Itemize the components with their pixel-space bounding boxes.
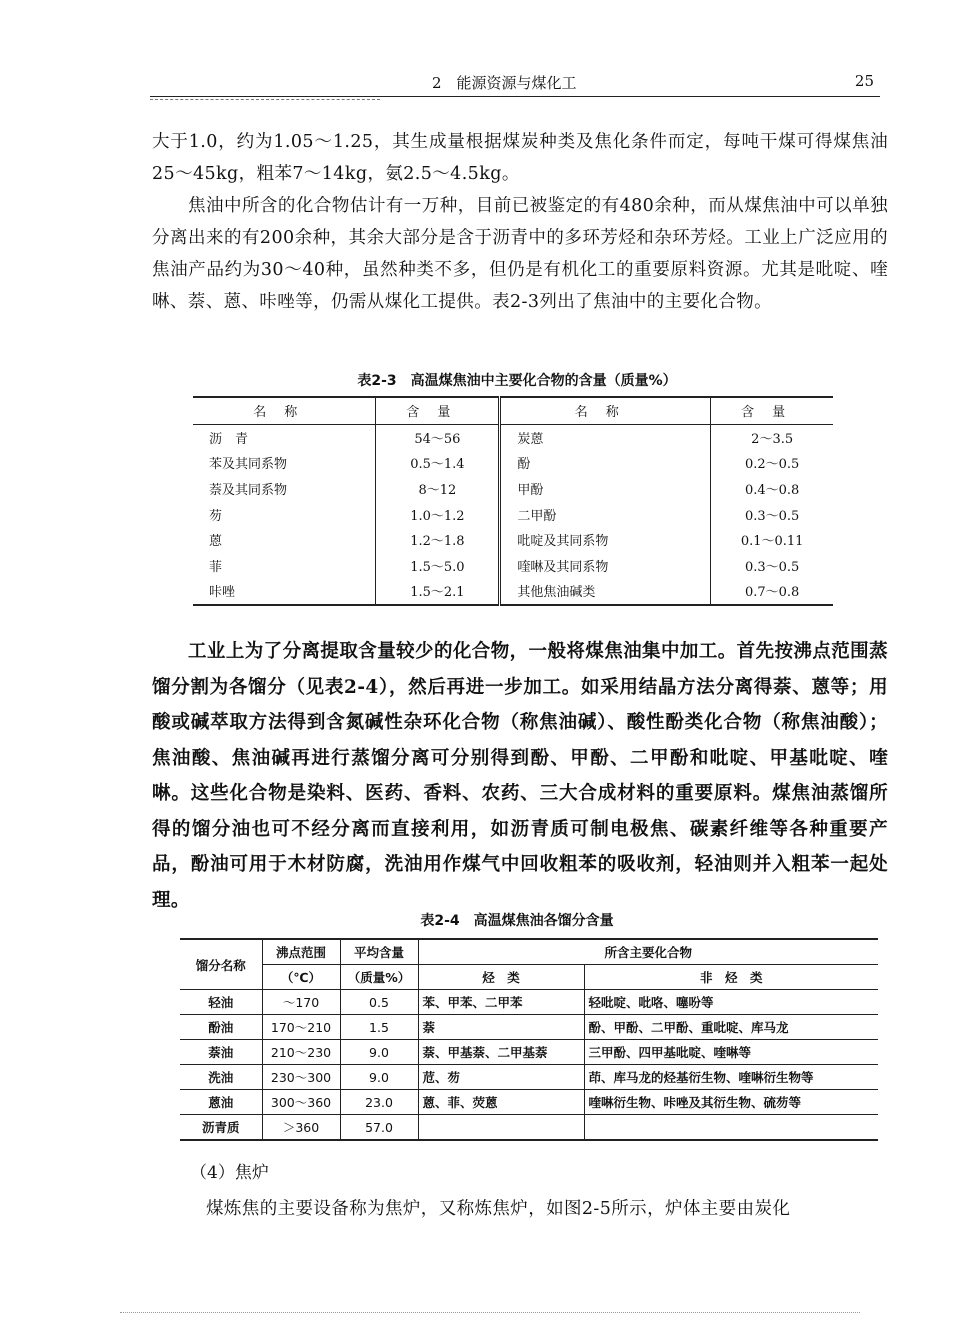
- cell-nonhydro: 三甲酚、四甲基吡啶、喹啉等: [584, 1040, 878, 1065]
- table-row: [193, 476, 833, 502]
- cell-fraction: 酚油: [180, 1015, 262, 1040]
- col-header-fraction: 馏分名称: [180, 939, 262, 990]
- cell-fraction: 萘油: [180, 1040, 262, 1065]
- cell-fraction: 蒽油: [180, 1090, 262, 1115]
- cell-content-2: 2～3.5: [751, 431, 794, 447]
- cell-fraction: 沥青质: [180, 1115, 262, 1141]
- cell-content: 0.5～1.4: [376, 450, 500, 476]
- table-row: [180, 1040, 878, 1065]
- col-header-name: 名称: [193, 397, 376, 424]
- cell-hydro: 蒽、菲、荧蒽: [418, 1090, 584, 1115]
- table-2-4: [180, 938, 878, 1141]
- table-2-4-caption: 表2-4 高温煤焦油各馏分含量: [420, 913, 614, 929]
- cell-hydro: 萘、甲基萘、二甲基萘: [418, 1040, 584, 1065]
- cell-nonhydro: 轻吡啶、吡咯、噻吩等: [584, 990, 878, 1015]
- cell-bp: 300～360: [262, 1090, 340, 1115]
- cell-hydro: 苯、甲苯、二甲苯: [418, 990, 584, 1015]
- cell-bp: ～170: [262, 990, 340, 1015]
- cell-avg: 1.5: [340, 1015, 418, 1040]
- cell-content-2: 0.2～0.5: [744, 457, 800, 473]
- col-header-nonhydro: 非 烃 类: [584, 965, 878, 990]
- paragraph-2: 焦油中所含的化合物估计有一万种，目前已被鉴定的有480余种，而从煤焦油中可以单独分离出来的有200余种，其余大部分是含于沥青中的多环芳烃和杂环芳烃。工业上广泛应用的焦油产品约为30～40种，虽然种类不多，但仍是有机化工的重要原料资源。尤其是吡啶、喹啉、萘、蒽、咔唑等，仍需从煤化工提供。表2-3列出了焦油中的主要化合物。: [152, 196, 888, 312]
- cell-name: 萘及其同系物: [193, 476, 376, 502]
- paragraph-4: 煤炼焦的主要设备称为焦炉，又称炼焦炉，如图2-5所示，炉体主要由炭化: [206, 1199, 791, 1219]
- chapter-title: 2 能源资源与煤化工: [432, 74, 577, 92]
- table-row: [193, 553, 833, 579]
- cell-bp: 170～210: [262, 1015, 340, 1040]
- cell-content-2: 0.7～0.8: [744, 585, 800, 601]
- cell-content: 8～12: [376, 476, 500, 502]
- cell-content: 1.0～1.2: [376, 501, 500, 527]
- page-number: 25: [854, 72, 874, 90]
- table-2-3: [193, 396, 833, 606]
- cell-avg: 0.5: [340, 990, 418, 1015]
- cell-content-2: 0.4～0.8: [744, 483, 800, 499]
- cell-content-2: 0.1～0.11: [740, 534, 804, 550]
- cell-name: 蒽: [193, 527, 376, 553]
- cell-nonhydro: [584, 1115, 878, 1141]
- col-header-main: 所含主要化合物: [418, 939, 878, 965]
- paragraph-3: 工业上为了分离提取含量较少的化合物，一般将煤焦油集中加工。首先按沸点范围蒸馏分割为各馏分（见表2-4），然后再进一步加工。如采用结晶方法分离得萘、蒽等；用酸或碱萃取方法得到含氮碱性杂环化合物（称焦油碱）、酸性酚类化合物（称焦油酸）；焦油酸、焦油碱再进行蒸馏分离可分别得到酚、甲酚、二甲酚和吡啶、甲基吡啶、喹啉。这些化合物是染料、医药、香料、农药、三大合成材料的重要原料。煤焦油蒸馏所得的馏分油也可不经分离而直接利用，如沥青质可制电极焦、碳素纤维等各种重要产品，酚油可用于木材防腐，洗油用作煤气中回收粗苯的吸收剂，轻油则并入粗苯一起处理。: [152, 641, 888, 911]
- cell-content: 1.2～1.8: [376, 527, 500, 553]
- cell-hydro: 萘: [418, 1015, 584, 1040]
- cell-avg: 23.0: [340, 1090, 418, 1115]
- cell-name-2: 甲酚: [500, 476, 711, 502]
- col-header-avg: 平均含量: [340, 939, 418, 965]
- cell-name-2: 炭蒽: [500, 424, 711, 450]
- cell-bp: ＞360: [262, 1115, 340, 1141]
- running-header: [150, 68, 880, 92]
- col-header-content-2: 含量: [711, 397, 833, 424]
- header-rule-secondary: [150, 99, 380, 100]
- table-row: [193, 578, 833, 605]
- table-header-row: [193, 397, 833, 424]
- cell-name-2: 酚: [500, 450, 711, 476]
- cell-hydro: 苊、芴: [418, 1065, 584, 1090]
- table-row: [180, 1115, 878, 1141]
- table-row: [180, 990, 878, 1015]
- section-heading: （4）焦炉: [190, 1163, 269, 1183]
- cell-hydro: [418, 1115, 584, 1141]
- cell-avg: 9.0: [340, 1040, 418, 1065]
- cell-avg: 57.0: [340, 1115, 418, 1141]
- table-2-3-body: [193, 424, 833, 605]
- table-header-row: [180, 965, 878, 990]
- cell-name-2: 二甲酚: [500, 501, 711, 527]
- col-header-hydro: 烃 类: [418, 965, 584, 990]
- cell-content-2: 0.3～0.5: [744, 508, 800, 524]
- cell-name: 芴: [193, 501, 376, 527]
- table-row: [193, 424, 833, 450]
- cell-content: 54～56: [376, 424, 500, 450]
- cell-fraction: 洗油: [180, 1065, 262, 1090]
- cell-bp: 230～300: [262, 1065, 340, 1090]
- cell-fraction: 轻油: [180, 990, 262, 1015]
- cell-avg: 9.0: [340, 1065, 418, 1090]
- table-row: [193, 501, 833, 527]
- header-rule: [150, 96, 880, 97]
- table-header-row: [180, 939, 878, 965]
- cell-bp: 210～230: [262, 1040, 340, 1065]
- col-header-bp-unit: （℃）: [262, 965, 340, 990]
- cell-content-2: 0.3～0.5: [744, 559, 800, 575]
- cell-name-2: 其他焦油碱类: [500, 578, 711, 605]
- col-header-content: 含量: [376, 397, 500, 424]
- table-2-3-caption: 表2-3 高温煤焦油中主要化合物的含量（质量%）: [357, 373, 677, 389]
- table-2-4-body: [180, 990, 878, 1141]
- cell-content: 1.5～5.0: [376, 553, 500, 579]
- table-row: [193, 450, 833, 476]
- cell-name: 苯及其同系物: [193, 450, 376, 476]
- cell-nonhydro: 喹啉衍生物、咔唑及其衍生物、硫芴等: [584, 1090, 878, 1115]
- footer-rule: [120, 1312, 860, 1313]
- cell-name: 沥 青: [193, 424, 376, 450]
- table-row: [180, 1015, 878, 1040]
- cell-nonhydro: 茚、库马龙的烃基衍生物、喹啉衍生物等: [584, 1065, 878, 1090]
- cell-name-2: 喹啉及其同系物: [500, 553, 711, 579]
- col-header-avg-unit: （质量%）: [340, 965, 418, 990]
- col-header-bp: 沸点范围: [262, 939, 340, 965]
- paragraph-1: 大于1.0，约为1.05～1.25，其生成量根据煤炭种类及焦化条件而定，每吨干煤可得煤焦油25～45kg，粗苯7～14kg，氨2.5～4.5kg。: [152, 132, 888, 184]
- col-header-name-2: 名称: [500, 397, 711, 424]
- cell-name: 菲: [193, 553, 376, 579]
- table-row: [180, 1090, 878, 1115]
- table-row: [193, 527, 833, 553]
- cell-nonhydro: 酚、甲酚、二甲酚、重吡啶、库马龙: [584, 1015, 878, 1040]
- cell-name-2: 吡啶及其同系物: [500, 527, 711, 553]
- cell-name: 咔唑: [193, 578, 376, 605]
- table-row: [180, 1065, 878, 1090]
- cell-content: 1.5～2.1: [376, 578, 500, 605]
